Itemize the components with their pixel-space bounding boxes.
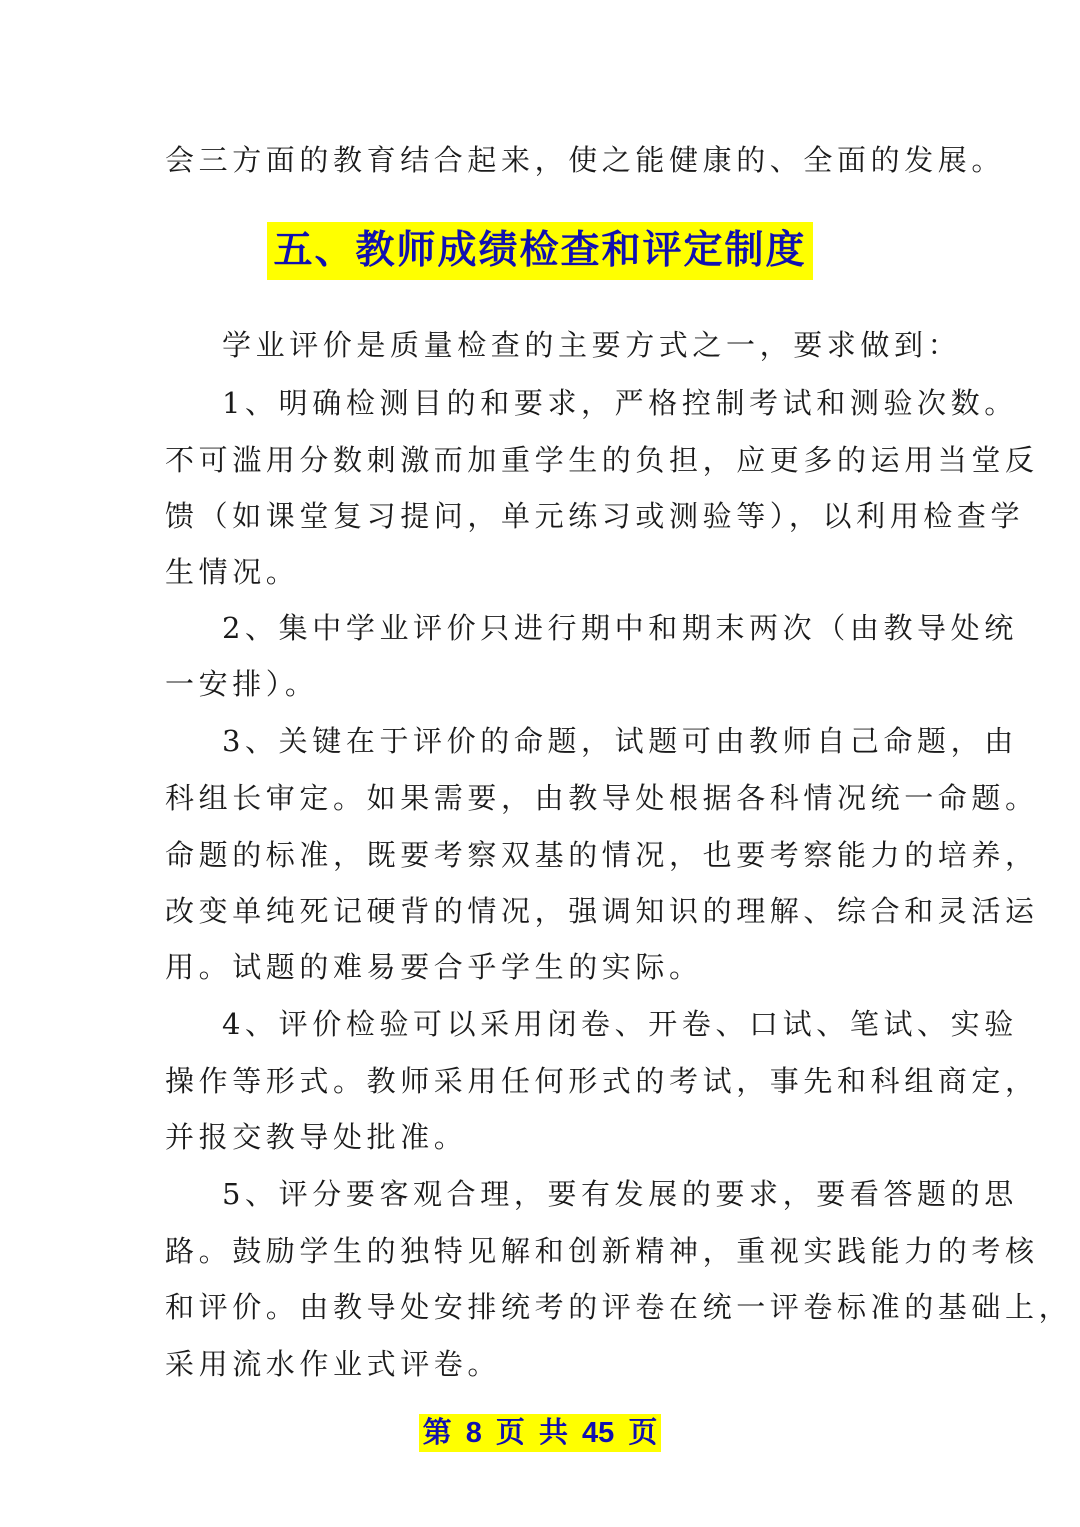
section-heading-container	[0, 222, 1080, 280]
list-item-line: 1、明确检测目的和要求，严格控制考试和测验次数。	[222, 386, 1018, 420]
page-footer-container	[0, 1414, 1080, 1452]
paragraph-line: 科组长审定。如果需要，由教导处根据各科情况统一命题。	[165, 781, 1039, 815]
paragraph-line: 学业评价是质量检查的主要方式之一，要求做到：	[222, 328, 962, 362]
list-item-line: 5、评分要客观合理，要有发展的要求，要看答题的思	[222, 1177, 1018, 1211]
paragraph-line: 生情况。	[165, 555, 300, 589]
paragraph-line: 改变单纯死记硬背的情况，强调知识的理解、综合和灵活运	[165, 894, 1039, 928]
paragraph-line: 会三方面的教育结合起来，使之能健康的、全面的发展。	[165, 143, 1006, 177]
list-item-line: 4、评价检验可以采用闭卷、开卷、口试、笔试、实验	[222, 1007, 1018, 1041]
paragraph-line: 操作等形式。教师采用任何形式的考试，事先和科组商定，	[165, 1064, 1039, 1098]
paragraph-line: 采用流水作业式评卷。	[165, 1347, 502, 1381]
section-heading: 五、教师成绩检查和评定制度	[267, 222, 812, 280]
paragraph-line: 不可滥用分数刺激而加重学生的负担，应更多的运用当堂反	[165, 443, 1039, 477]
page-number-footer: 第 8 页 共 45 页	[419, 1414, 662, 1452]
list-item-line: 3、关键在于评价的命题，试题可由教师自己命题，由	[222, 724, 1018, 758]
list-item-line: 2、集中学业评价只进行期中和期末两次（由教导处统	[222, 611, 1018, 645]
paragraph-line: 用。试题的难易要合乎学生的实际。	[165, 950, 703, 984]
paragraph-line: 路。鼓励学生的独特见解和创新精神，重视实践能力的考核	[165, 1234, 1039, 1268]
paragraph-line: 一安排）。	[165, 667, 319, 701]
paragraph-line: 命题的标准，既要考察双基的情况，也要考察能力的培养，	[165, 838, 1039, 872]
paragraph-line: 并报交教导处批准。	[165, 1120, 468, 1154]
paragraph-line: 和评价。由教导处安排统考的评卷在统一评卷标准的基础上，	[165, 1290, 1073, 1324]
paragraph-line: 馈（如课堂复习提问，单元练习或测验等），以利用检查学	[165, 499, 1025, 533]
